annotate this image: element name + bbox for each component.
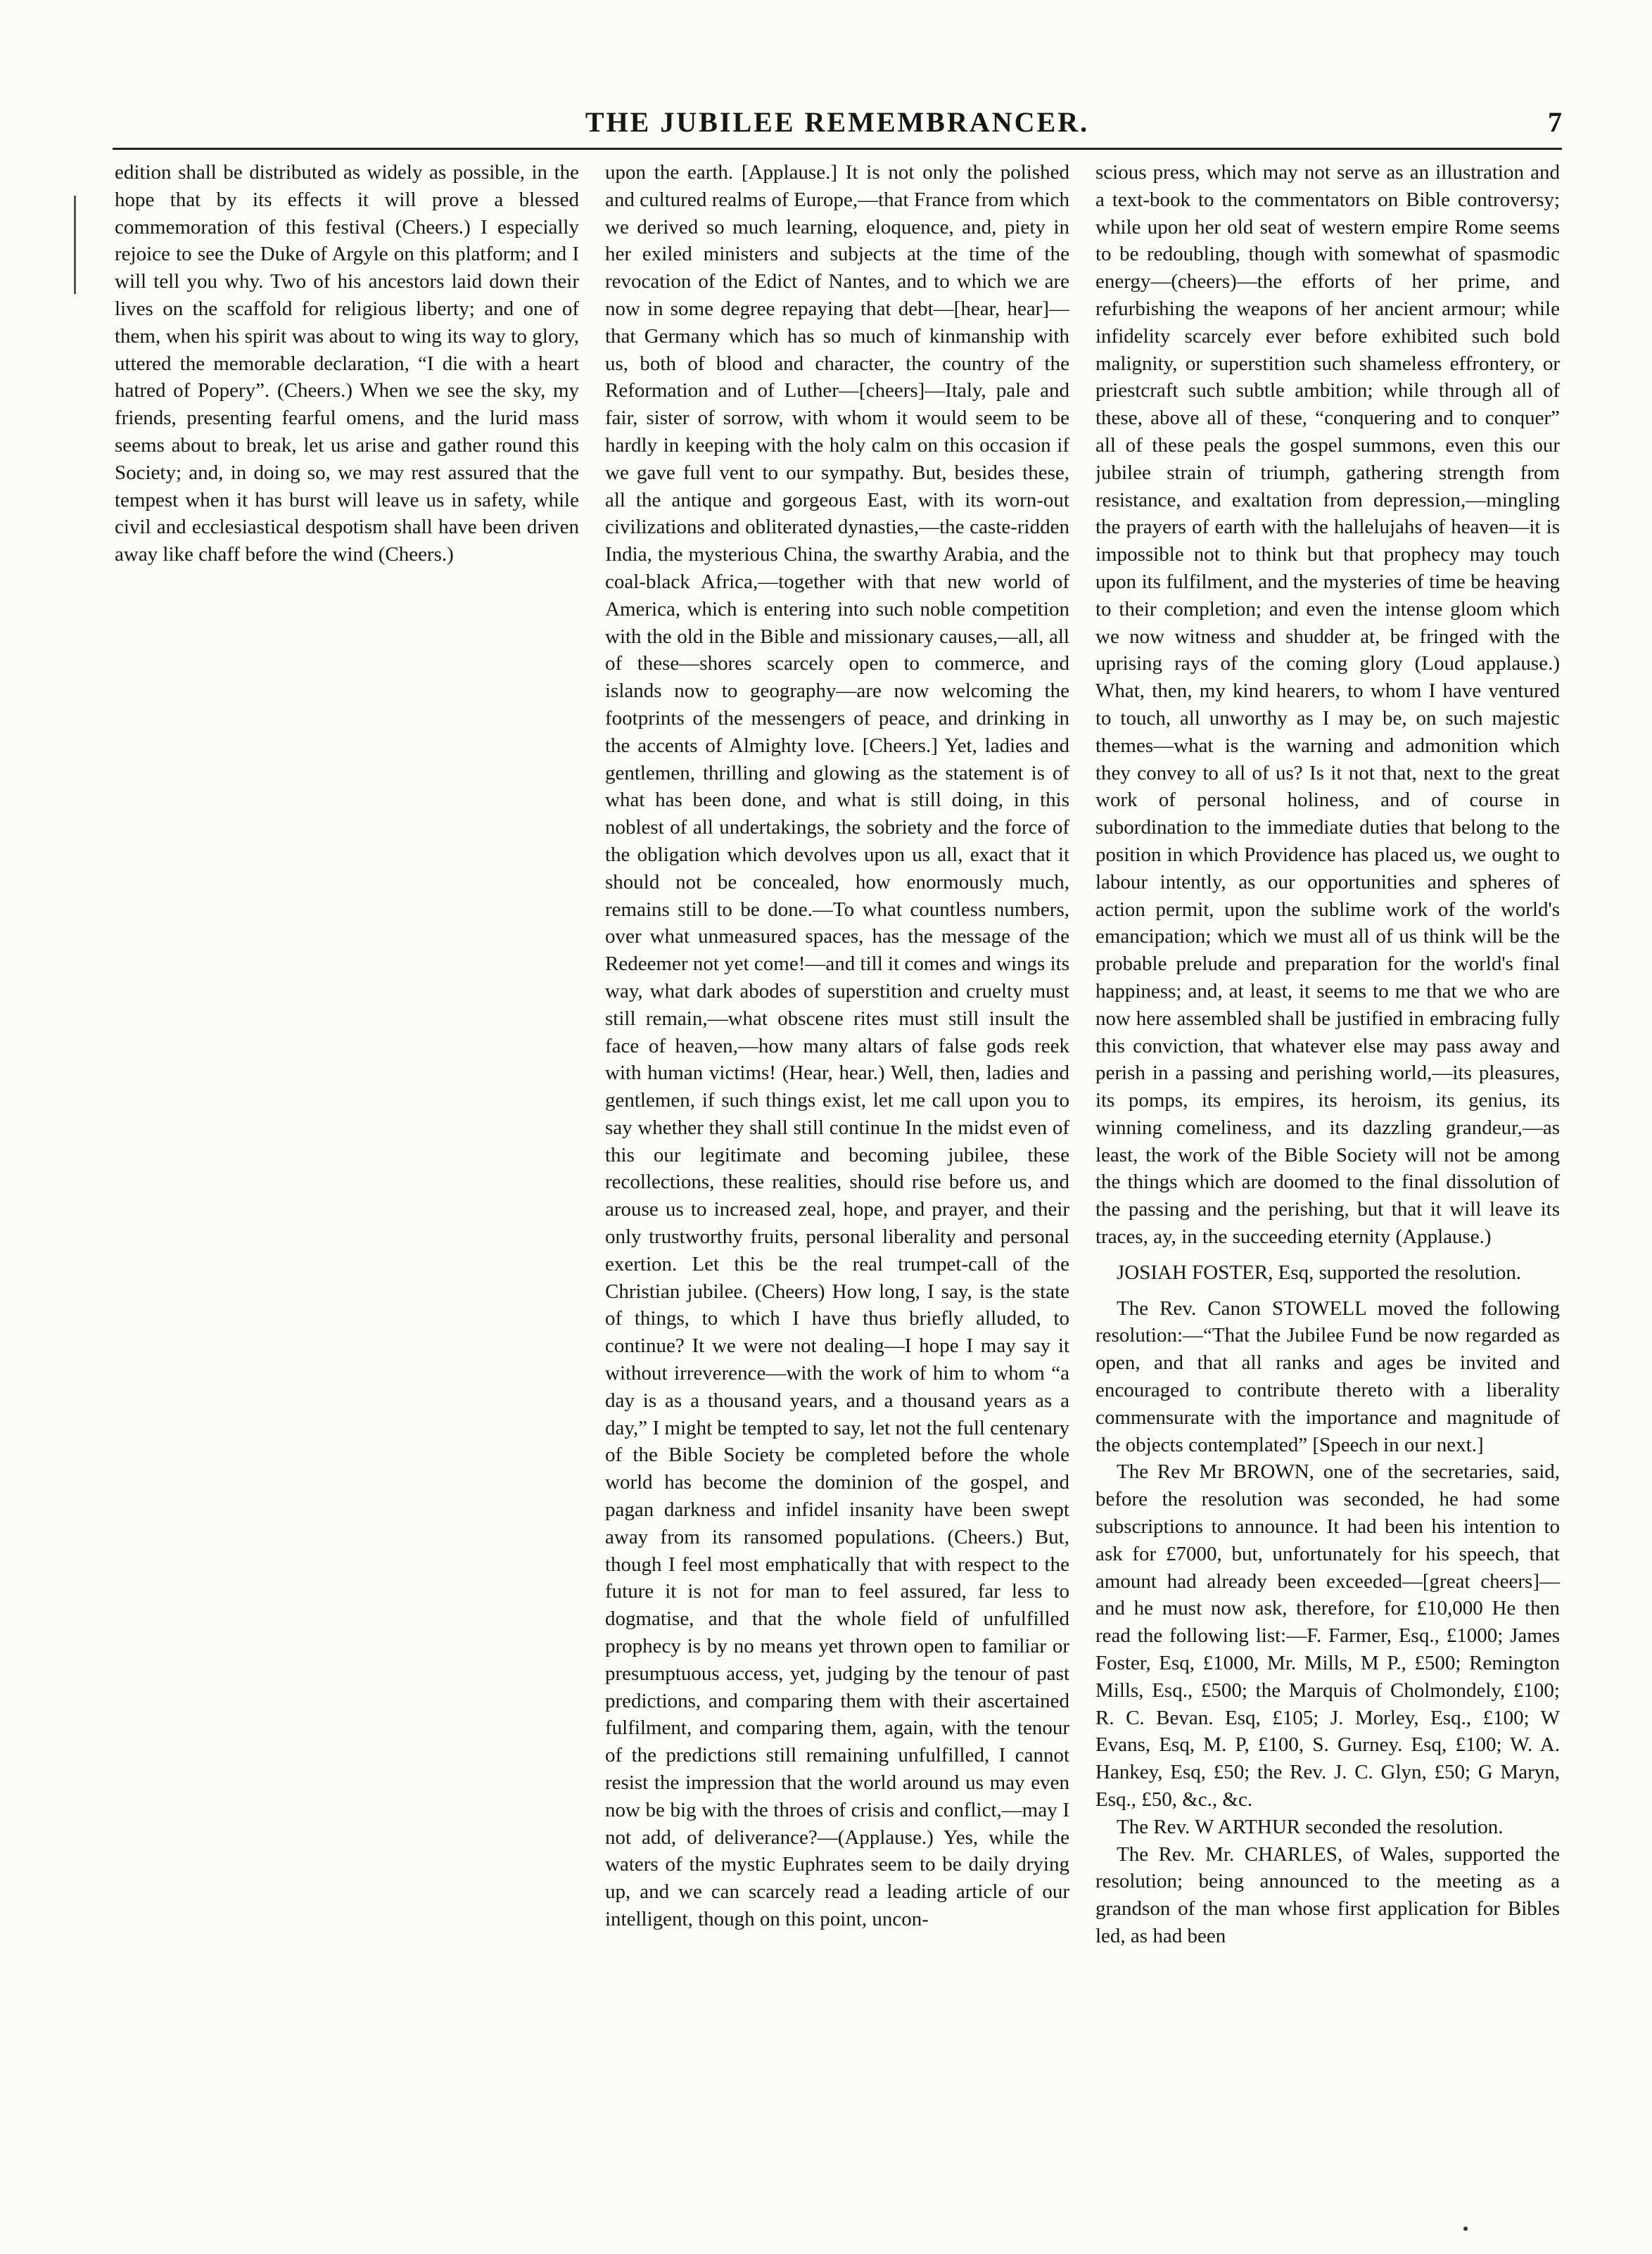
page-number: 7	[1548, 106, 1562, 138]
column-2	[605, 159, 1069, 2185]
page-header	[113, 106, 1562, 148]
column-1	[115, 159, 579, 2185]
paragraph: scious press, which may not serve as an illustration and a text-book to the commentators on Bible controversy; while upon her old seat of western empire Rome seems to be redoubling, though with somewhat of spasmodic energy—(cheers)—the efforts of her prime, and refurbishing the weapons of her ancient armour; while infidelity scarcely ever before exhibited such bold malignity, or superstition such shameless effrontery, or priestcraft such subtle ambition; while through all of these, above all of these, “conquering and to conquer” all of these peals the gospel summons, even this our jubilee strain of triumph, gathering strength from resistance, and exaltation from depression,—mingling the prayers of earth with the hallelujahs of heaven—it is impossible not to think but that prophecy may touch upon its fulfilment, and the mysteries of time be heaving to their completion; and even the intense gloom which we now witness and shudder at, be fringed with the uprising rays of the coming glory (Loud applause.) What, then, my kind hearers, to whom I have ventured to touch, all unworthy as I may be, on such majestic themes—what is the warning and admonition which they convey to all of us? Is it not that, next to the great work of personal holiness, and of course in subordination to the immediate duties that belong to the position in which Providence has placed us, we ought to labour intently, as our opportunities and spheres of action permit, upon the sublime work of the world's emancipation; which we must all of us think will be the probable prelude and preparation for the world's final happiness; and, at least, it seems to me that we who are now here assembled shall be justified in embracing fully this conviction, that whatever else may pass away and perish in a passing and perishing world,—its pleasures, its pomps, its empires, its heroism, its genius, its winning comeliness, and its dazzling grandeur,—as least, the work of the Bible Society will not be among the things which are doomed to the final dissolution of the passing and the perishing, but that it will leave its traces, ay, in the succeeding eternity (Applause.)	[1095, 161, 1560, 1249]
margin-bracket-mark	[74, 196, 82, 294]
paragraph: The Rev. Mr. CHARLES, of Wales, supported the resolution; being announced to the meeting as a grandson of the man whose first application for Bibles led, as had been	[1095, 1842, 1560, 1947]
paragraph: The Rev. Canon STOWELL moved the following resolution:—“That the Jubilee Fund be now regarded as open, and that all ranks and ages be invited and encouraged to contribute thereto with a liberality commensurate with the importance and magnitude of the objects contemplated” [Speech in our next.]	[1095, 1297, 1560, 1456]
running-title: THE JUBILEE REMEMBRANCER.	[585, 106, 1090, 138]
paragraph: upon the earth. [Applause.] It is not only the polished and cultured realms of Europe,—that France from which we derived so much learning, eloquence, and, piety in her exiled ministers and subjects at the time of the revocation of the Edict of Nantes, and to which we are now in some degree repaying that debt—[hear, hear]—that Germany which has so much of kinmanship with us, both of blood and character, the country of the Reformation and of Luther—[cheers]—Italy, pale and fair, sister of sorrow, with whom it would seem to be hardly in keeping with the holy calm on this occasion if we gave full vent to our sympathy. But, besides these, all the antique and gorgeous East, with its worn-out civilizations and obliterated dynasties,—the caste-ridden India, the mysterious China, the swarthy Arabia, and the coal-black Africa,—together with that new world of America, which is entering into such noble competition with the old in the Bible and missionary causes,—all, all of these—shores scarcely open to commerce, and islands now to geography—are now welcoming the footprints of the messengers of peace, and drinking in the accents of Almighty love. [Cheers.] Yet, ladies and gentlemen, thrilling and glowing as the statement is of what has been done, and what is still doing, in this noblest of all undertakings, the sobriety and the force of the obligation which devolves upon us all, exact that it should not be concealed, how enormously much, remains still to be done.—To what countless numbers, over what unmeasured spaces, has the message of the Redeemer not yet come!—and till it comes and wings its way, what dark abodes of superstition and cruelty must still remain,—what obscene rites must still insult the face of heaven,—how many altars of false gods reek with human victims! (Hear, hear.) Well, then, ladies and gentlemen, if such things exist, let me call upon you to say whether they shall still continue In the midst even of this our legitimate and becoming jubilee, these recollections, these realities, should rise before us, and arouse us to increased zeal, hope, and prayer, and their only trustworthy fruits, personal liberality and personal exertion. Let this be the real trumpet-call of the Christian jubilee. (Cheers) How long, I say, is the state of things, to which I have thus briefly alluded, to continue? It we were not dealing—I hope I may say it without irreverence—with the work of him to whom “a day is as a thousand years, and a thousand years as a day,” I might be tempted to say, let not the full centenary of the Bible Society be completed before the whole world has become the dominion of the gospel, and pagan darkness and infidel insanity have been swept away from its ransomed populations. (Cheers.) But, though I feel most emphatically that with respect to the future it is not for man to feel assured, far less to dogmatise, and that the whole field of unfulfilled prophecy is by no means yet thrown open to familiar or presumptuous access, yet, judging by the tenour of past predictions, and comparing them with their ascertained fulfilment, and comparing them, again, with the tenour of the predictions still remaining unfulfilled, I cannot resist the impression that the world around us may even now be big with the throes of crisis and conflict,—may I not add, of deliverance?—(Applause.) Yes, while the waters of the mystic Euphrates seem to be daily drying up, and we can scarcely read a leading article of our intelligent, though on this point, uncon-	[605, 161, 1069, 1930]
paragraph: edition shall be distributed as widely as possible, in the hope that by its effects it will prove a blessed commemoration of this festival (Cheers.) I especially rejoice to see the Duke of Argyle on this platform; and I will tell you why. Two of his ancestors laid down their lives on the scaffold for religious liberty; and one of them, when his spirit was about to wing its way to glory, uttered the memorable declaration, “I die with a heart hatred of Popery”. (Cheers.) When we see the sky, my friends, presenting fearful omens, and the lurid mass seems about to break, let us arise and gather round this Society; and, in doing so, we may rest assured that the tempest when it has burst will leave us in safety, while civil and ecclesiastical despotism shall have been driven away like chaff before the wind (Cheers.)	[115, 161, 579, 566]
header-rule	[113, 148, 1562, 150]
paragraph: JOSIAH FOSTER, Esq, supported the resolution.	[1117, 1261, 1522, 1284]
paragraph: The Rev Mr BROWN, one of the secretaries, said, before the resolution was seconded, he had some subscriptions to announce. It had been his intention to ask for £7000, but, unfortunately for his speech, that amount had already been exceeded—[great cheers]—and he must now ask, therefore, for £10,000 He then read the following list:—F. Farmer, Esq., £1000; James Foster, Esq, £1000, Mr. Mills, M P., £500; Remington Mills, Esq., £500; the Marquis of Cholmondely, £100; R. C. Bevan. Esq, £105; J. Morley, Esq., £100; W Evans, Esq, M. P, £100, S. Gurney. Esq, £100; W. A. Hankey, Esq, £50; the Rev. J. C. Glyn, £50; G Maryn, Esq., £50, &c., &c.	[1095, 1460, 1560, 1812]
column-3	[1095, 159, 1560, 2185]
ink-dot-mark	[1463, 2227, 1468, 2231]
paragraph: The Rev. W ARTHUR seconded the resolution.	[1117, 1815, 1504, 1838]
